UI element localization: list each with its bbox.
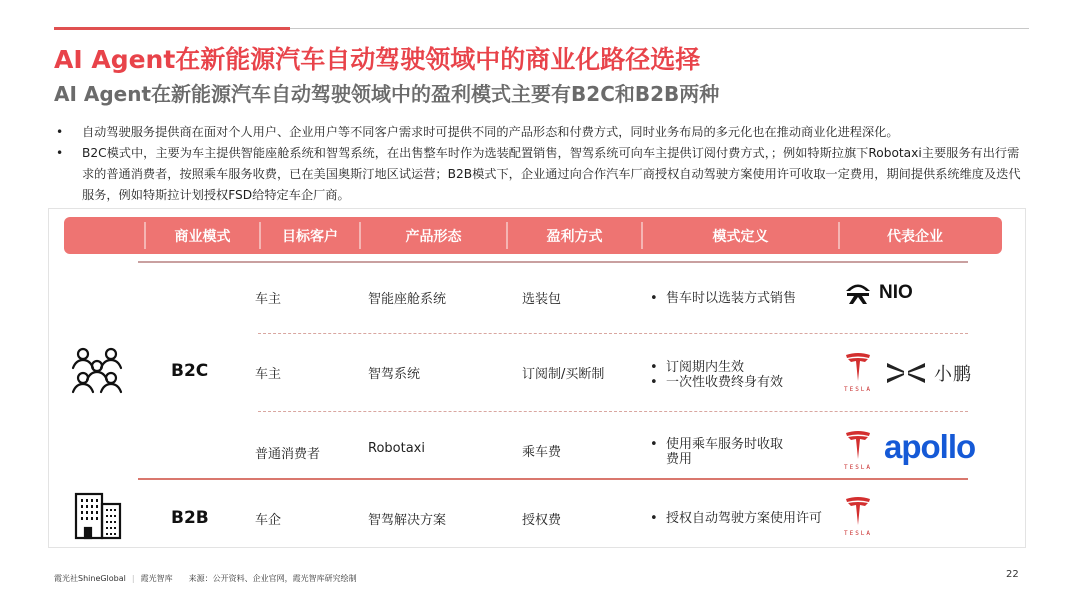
bullet-text: 自动驾驶服务提供商在面对个人用户、企业用户等不同客户需求时可提供不同的产品形态和付费方式，同时业务布局的多元化也在推动商业化进程深化。 [82,125,899,139]
xpeng-logo [886,360,972,386]
people-group-icon [70,346,126,402]
cell-product-form: 智驾系统 [368,367,421,382]
group-label-b2c: B2C [171,361,209,381]
footer-brand-shineglobal: 霞光社ShineGlobal [54,574,126,583]
cell-model-definition [650,360,783,390]
cell-model-definition [650,291,796,306]
header-underline [138,261,968,263]
definition-text: 授权自动驾驶方案使用许可 [666,511,823,526]
bullet-icon: • [56,125,64,139]
tesla-icon [845,352,871,382]
apollo-logo: apollo [884,428,976,465]
nio-logo [843,280,913,306]
tesla-icon [845,430,871,460]
tesla-logo [843,430,873,471]
column-header-business-model: 商业模式 [174,228,231,245]
footer-separator: | [131,574,135,583]
nio-wordmark: NIO [879,282,913,303]
tesla-wordmark: TESLA [843,530,873,537]
row-divider [258,333,968,334]
table-header [64,217,1002,254]
group-divider [138,478,968,480]
column-header-target-customer: 目标客户 [282,228,338,245]
top-accent-bar [54,27,290,30]
definition-text: 一次性收费终身有效 [666,375,784,390]
definition-text: 费用 [666,452,693,467]
cell-target-customer: 车主 [255,367,282,382]
tesla-wordmark: TESLA [843,386,873,393]
bullet-icon: • [650,375,658,390]
xpeng-wordmark: 小鹏 [934,364,972,385]
group-label-b2b: B2B [171,508,209,528]
column-header-model-definition: 模式定义 [712,228,769,245]
page-number: 22 [1006,569,1019,580]
bullet-icon: • [650,511,658,526]
page-subtitle: AI Agent在新能源汽车自动驾驶领域中的盈利模式主要有B2C和B2B两种 [54,82,720,106]
tesla-logo [843,496,873,537]
tesla-logo [843,352,873,393]
bullet-icon: • [650,360,658,375]
cell-product-form: 智能座舱系统 [368,292,447,307]
column-header-representative-companies: 代表企业 [887,228,943,245]
tesla-wordmark: TESLA [843,464,873,471]
cell-revenue-model: 授权费 [522,513,562,528]
footer-source: 来源：公开资料、企业官网，霞光智库研究绘制 [188,574,357,583]
column-header-product-form: 产品形态 [405,228,462,245]
cell-product-form: 智驾解决方案 [368,513,447,528]
definition-text: 售车时以选装方式销售 [666,291,797,306]
cell-target-customer: 车主 [255,292,282,307]
cell-target-customer: 普通消费者 [255,447,321,462]
cell-model-definition [650,437,783,467]
nio-icon [843,280,873,306]
footer-brand-think-tank: 霞光智库 [140,574,173,583]
definition-text: 订阅期内生效 [666,360,745,375]
xpeng-icon [886,362,926,384]
tesla-icon [845,496,871,526]
office-building-icon [73,490,123,544]
cell-revenue-model: 订阅制/买断制 [522,367,605,382]
cell-revenue-model: 选装包 [522,292,562,307]
intro-bullet [56,122,1026,143]
page-title: AI Agent在新能源汽车自动驾驶领域中的商业化路径选择 [54,45,701,74]
cell-target-customer: 车企 [255,513,282,528]
bullet-icon: • [56,146,64,160]
intro-bullet [56,143,1026,206]
column-header-revenue-model: 盈利方式 [546,228,603,245]
cell-product-form: Robotaxi [368,441,425,456]
cell-revenue-model: 乘车费 [522,445,562,460]
intro-bullets [56,122,1026,206]
bullet-icon: • [650,437,658,452]
bullet-text: B2C模式中，主要为车主提供智能座舱系统和智驾系统，在出售整车时作为选装配置销售，智驾系统可向车主提供订阅付费方式，；例如特斯拉旗下Robotaxi主要服务有出行需求的普通消费者，按照乘车服务收费，已在美国奥斯汀地区试运营；B2B模式下，企业通过向合作汽车厂商授权自动驾驶方案使用许可收取一定费用，期间提供系统维度及迭代服务，例如特斯拉计划授权FSD给特定车企厂商。 [82,146,1021,202]
cell-model-definition [650,511,822,526]
definition-text: 使用乘车服务时收取 [666,437,784,452]
bullet-icon: • [650,291,658,306]
footer [54,573,357,584]
row-divider [258,411,968,412]
